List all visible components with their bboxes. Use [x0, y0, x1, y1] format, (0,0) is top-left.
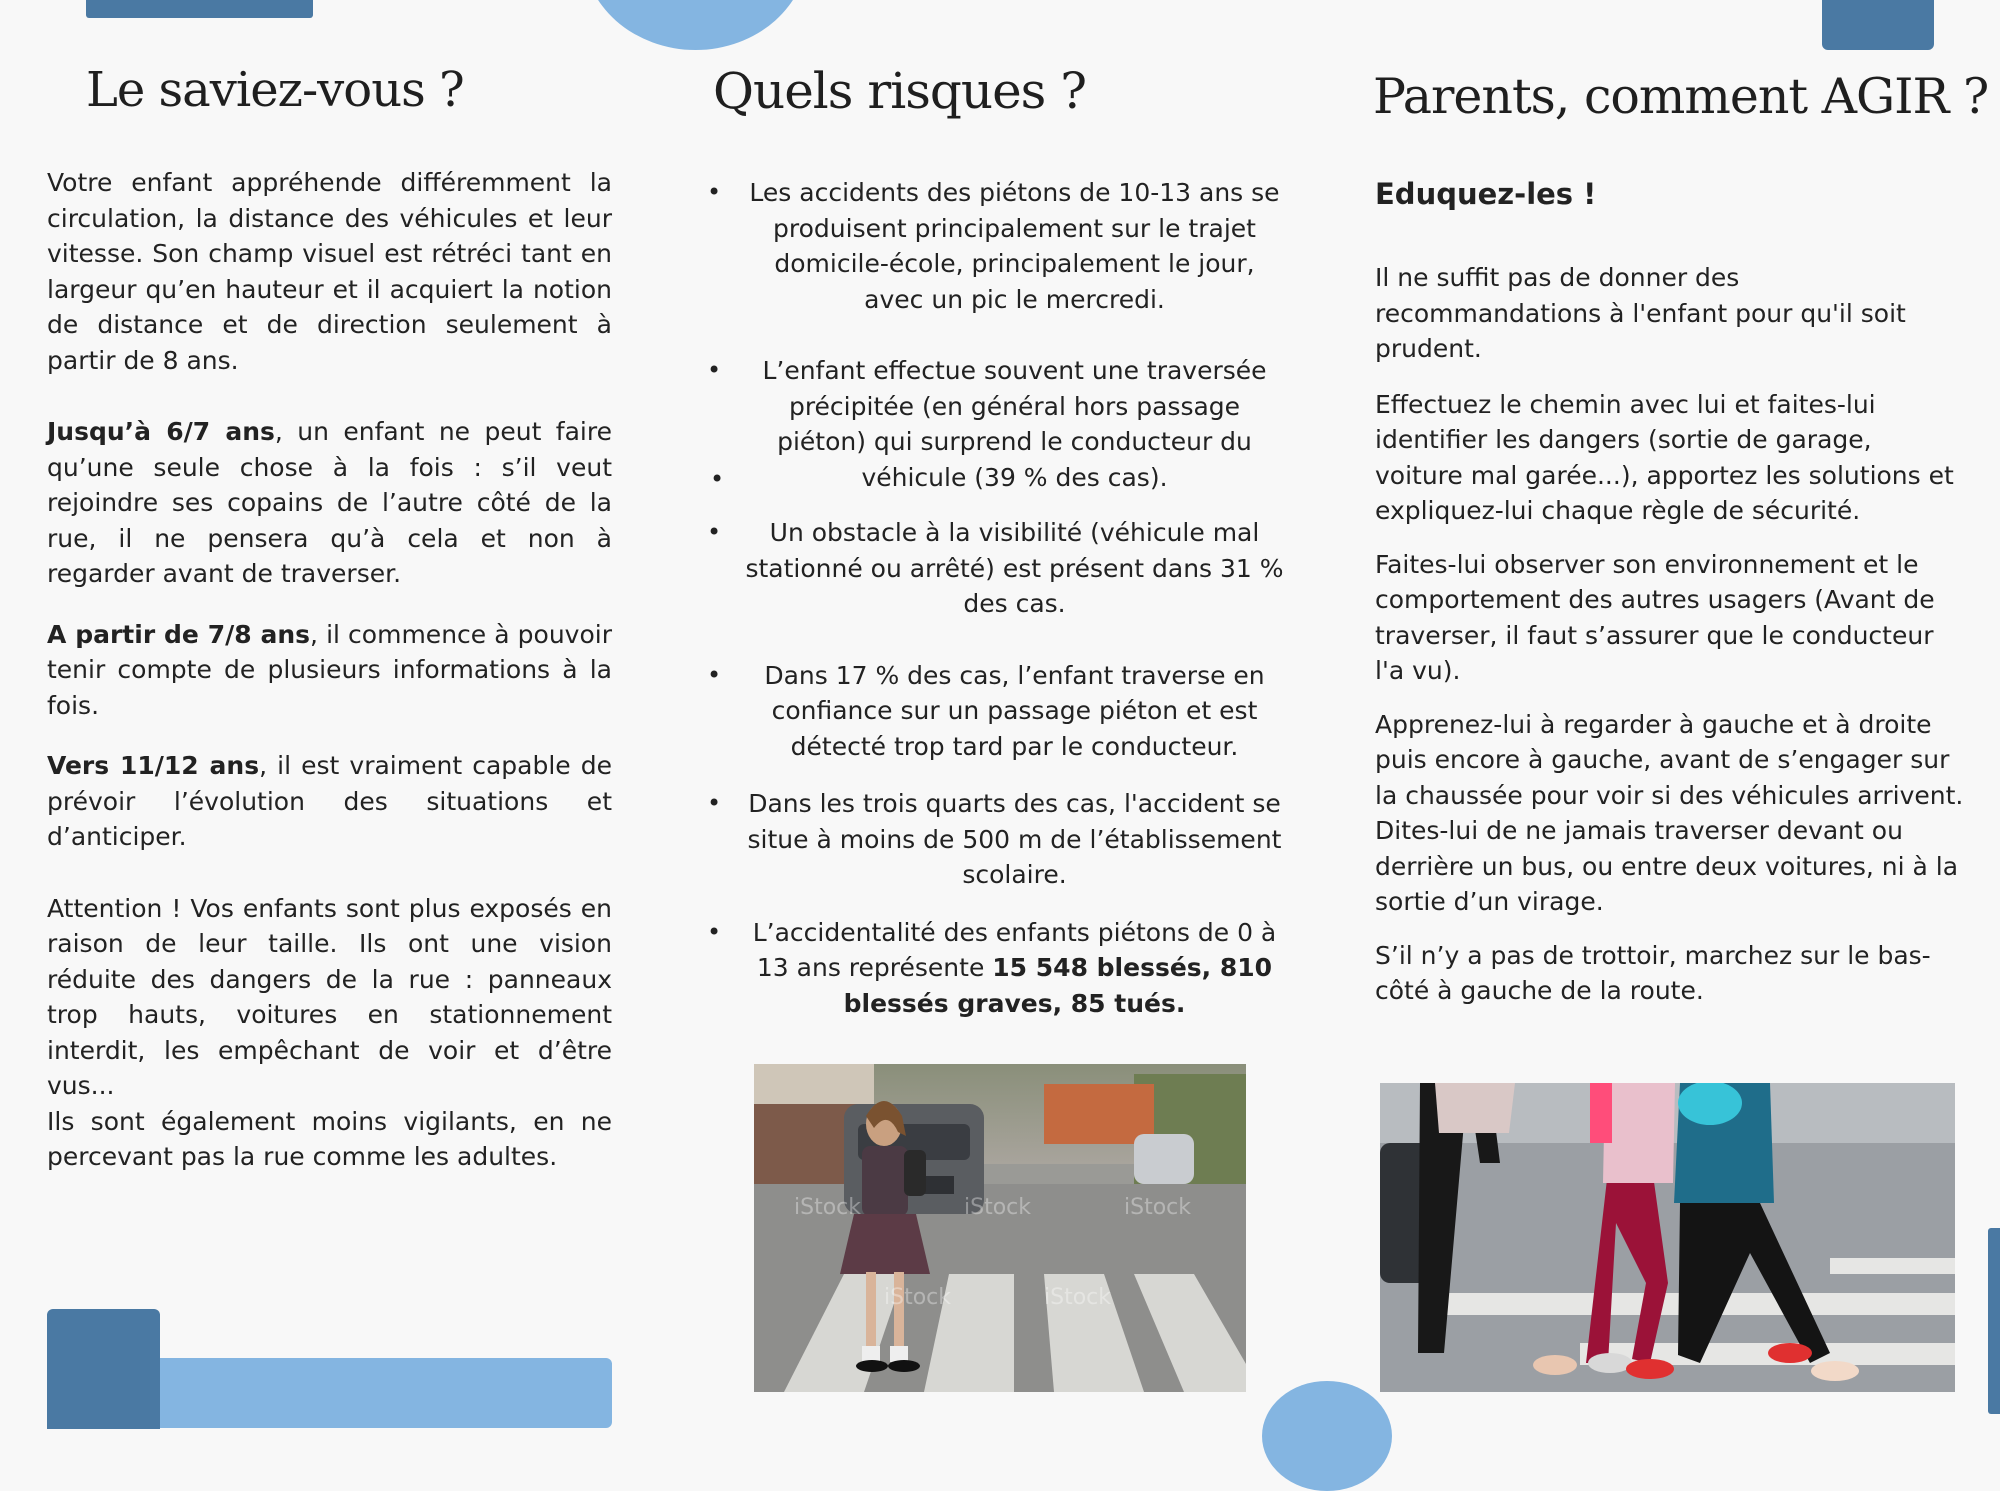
left-paragraph-3 [47, 617, 612, 724]
svg-text:iStock: iStock [1124, 1195, 1191, 1220]
risk-item: • Dans les trois quarts des cas, l'accident se situe à moins de 500 m de l’établissement scolaire. [742, 786, 1287, 893]
right-paragraph-5: S’il n’y a pas de trottoir, marchez sur le bas-côté à gauche de la route. [1375, 940, 1931, 1005]
left-paragraph-5: Attention ! Vos enfants sont plus exposés en raison de leur taille. Ils ont une vision réduite des dangers de la rue : panneaux trop hauts, voitures en stationnement interdit, les empêchant de voir et d’être vus... [47, 893, 612, 1100]
svg-text:iStock: iStock [884, 1285, 951, 1310]
right-heading: Parents, comment AGIR ? [1373, 68, 1989, 125]
age-label-7-8: A partir de 7/8 ans [47, 619, 311, 649]
risk-item: • Les accidents des piétons de 10-13 ans se produisent principalement sur le trajet domicile-école, principalement le jour, avec un pic le mercredi. [742, 175, 1287, 317]
left-paragraph-6: Ils sont également moins vigilants, en ne percevant pas la rue comme les adultes. [47, 1106, 612, 1171]
stray-bullet: • [710, 465, 725, 493]
svg-text:iStock: iStock [794, 1195, 861, 1220]
left-heading: Le saviez-vous ? [86, 62, 464, 118]
risk-item: • Un obstacle à la visibilité (véhicule mal stationné ou arrêté) est présent dans 31 % des cas. [742, 515, 1287, 622]
middle-column [742, 175, 1287, 1021]
right-subheading: Eduquez-les ! [1375, 177, 1597, 211]
children-crossing-image [1380, 1083, 1955, 1392]
right-paragraph-2: Effectuez le chemin avec lui et faites-lui identifier les dangers (sortie de garage, voiture mal garée...), apportez les solutions et expliquez-lui chaque règle de sécurité. [1375, 389, 1954, 525]
left-paragraph-3-text: , il commence à pouvoir tenir compte de plusieurs informations à la fois. [47, 619, 612, 720]
top-left-bar [86, 0, 313, 18]
left-column [47, 165, 612, 1175]
right-paragraph-3: Faites-lui observer son environnement et le comportement des autres usagers (Avant de traverser, il faut s’assurer que le conducteur l'a vu). [1375, 549, 1935, 685]
left-paragraph-4 [47, 748, 612, 855]
risk-last-text: L’accidentalité des enfants piétons de 0 à 13 ans représente [752, 917, 1277, 982]
girl-crossing-image [754, 1064, 1246, 1392]
right-edge-bar [1988, 1228, 2000, 1414]
bottom-left-square [47, 1309, 160, 1429]
risk-item: • L’enfant effectue souvent une traversée précipitée (en général hors passage piéton) qui surprend le conducteur du véhicule (39 % des cas). [742, 353, 1287, 495]
children-crossing-photo [1380, 1083, 1955, 1392]
right-paragraph-1: Il ne suffit pas de donner des recommandations à l'enfant pour qu'il soit prudent. [1375, 263, 1906, 363]
risk-last-stats: 15 548 blessés, 810 blessés graves, 85 tués. [843, 953, 1273, 1018]
right-paragraph-4: Apprenez-lui à regarder à gauche et à droite puis encore à gauche, avant de s’engager sur la chaussée pour voir si des véhicules arrivent. Dites-lui de ne jamais traverser devant ou derrière un bus, ou entre deux voitures, ni à la sortie d’un virage. [1375, 709, 1964, 916]
right-column [1375, 260, 1967, 1009]
left-paragraph-1: Votre enfant appréhende différemment la circulation, la distance des véhicules et leur vitesse. Son champ visuel est rétréci tant en largeur qu’en hauteur et il acquiert la notion de distance et de direction seulement à partir de 8 ans. [47, 168, 612, 375]
girl-crossing-photo [754, 1064, 1246, 1392]
left-paragraph-2 [47, 414, 612, 592]
risk-item-last [742, 915, 1287, 1022]
left-paragraph-2-text: , un enfant ne peut faire qu’une seule chose à la fois : s’il veut rejoindre ses copains de l’autre côté de la rue, il ne pensera qu’à cela et non à regarder avant de traverser. [47, 417, 612, 588]
risk-list [742, 175, 1287, 1021]
middle-heading: Quels risques ? [713, 62, 1087, 120]
age-label-11-12: Vers 11/12 ans [47, 751, 260, 780]
age-label-6-7: Jusqu’à 6/7 ans [47, 417, 275, 446]
top-circle [583, 0, 808, 50]
svg-text:iStock: iStock [964, 1195, 1031, 1220]
top-right-block [1822, 0, 1934, 50]
svg-text:iStock: iStock [1044, 1285, 1111, 1310]
left-paragraph-4-text: , il est vraiment capable de prévoir l’évolution des situations et d’anticiper. [47, 751, 612, 851]
bottom-circle [1262, 1381, 1392, 1491]
risk-item: • Dans 17 % des cas, l’enfant traverse en confiance sur un passage piéton et est détecté trop tard par le conducteur. [742, 658, 1287, 765]
